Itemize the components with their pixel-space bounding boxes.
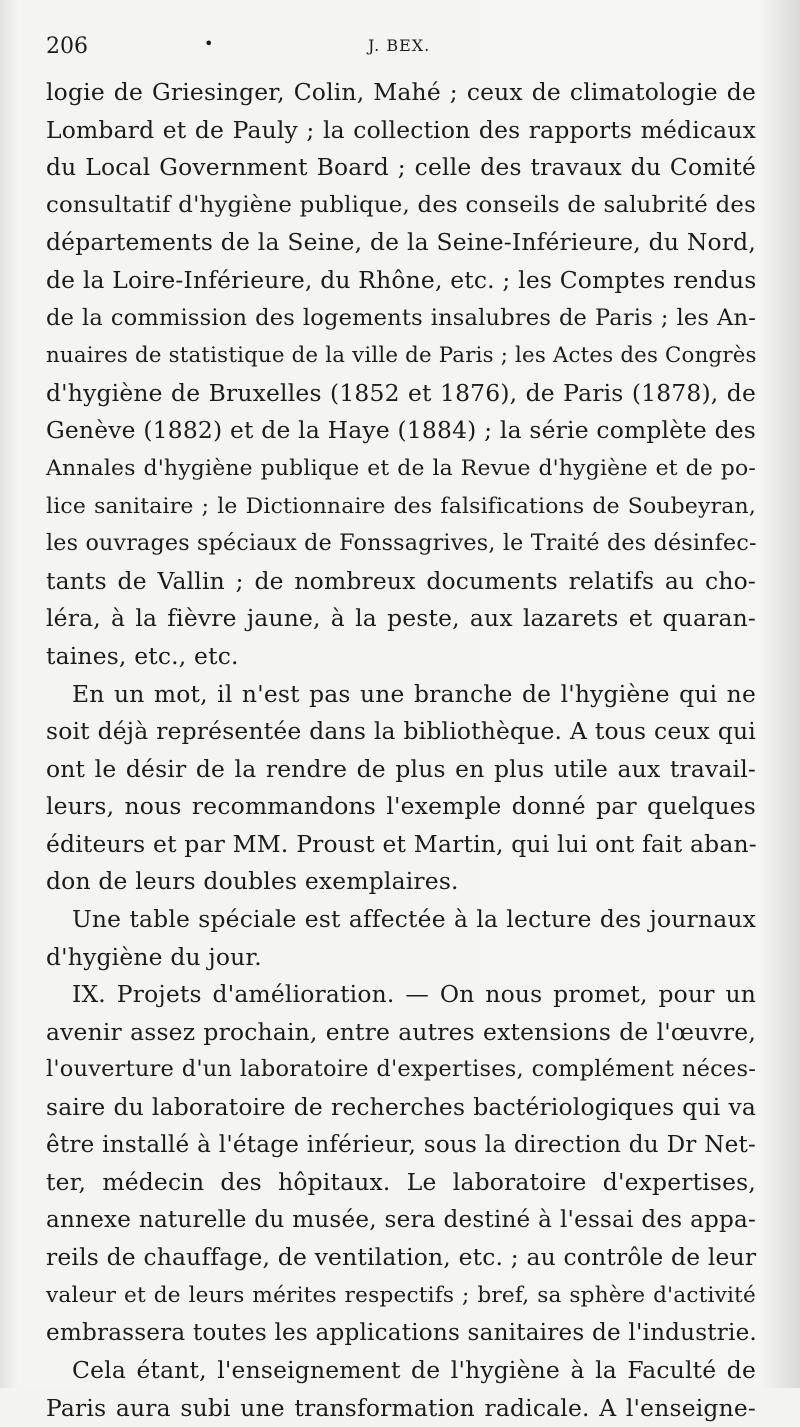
text-line: leurs, nous recommandons l'exemple donné par quelques <box>46 792 756 821</box>
text-line: Une table spéciale est affectée à la lecture des journaux <box>72 905 756 934</box>
text-line: Cela étant, l'enseignement de l'hygiène à la Faculté de <box>72 1356 756 1385</box>
text-line: Annales d'hygiène publique et de la Revue d'hygiène et de po- <box>46 455 756 481</box>
text-line: don de leurs doubles exemplaires. <box>46 867 459 896</box>
text-line: d'hygiène du jour. <box>46 942 262 971</box>
text-line: taines, etc., etc. <box>46 641 239 670</box>
page-number: 206 <box>46 34 88 59</box>
text-line: avenir assez prochain, entre autres extensions de l'œuvre, <box>46 1017 756 1046</box>
text-line: embrassera toutes les applications sanitaires de l'industrie. <box>46 1319 757 1346</box>
text-line: valeur et de leurs mérites respectifs ; bref, sa sphère d'activité <box>46 1283 756 1308</box>
text-line: de la commission des logements insalubres de Paris ; les An- <box>46 304 756 331</box>
text-line: En un mot, il n'est pas une branche de l'hygiène qui ne <box>72 679 756 708</box>
text-line: nuaires de statistique de la ville de Paris ; les Actes des Congrès <box>46 343 757 369</box>
text-line: léra, à la fièvre jaune, à la peste, aux lazarets et quaran- <box>46 604 756 633</box>
text-line: lice sanitaire ; le Dictionnaire des falsifications de Soubeyran, <box>46 493 756 519</box>
text-line: Lombard et de Pauly ; la collection des rapports médicaux <box>46 115 756 144</box>
text-line: soit déjà représentée dans la bibliothèque. A tous ceux qui <box>46 717 756 746</box>
text-line: éditeurs et par MM. Proust et Martin, qui lui ont fait aban- <box>46 829 757 858</box>
text-line: IX. Projets d'amélioration. — On nous promet, pour un <box>72 980 756 1009</box>
page-header <box>46 34 766 64</box>
text-line: tants de Vallin ; de nombreux documents relatifs au cho- <box>46 566 756 595</box>
body-text <box>46 74 756 1427</box>
text-line: d'hygiène de Bruxelles (1852 et 1876), de Paris (1878), de <box>46 378 756 407</box>
text-line: saire du laboratoire de recherches bactériologiques qui va <box>46 1093 756 1122</box>
text-line: départements de la Seine, de la Seine-Inférieure, du Nord, <box>46 228 756 257</box>
text-line: Genève (1882) et de la Haye (1884) ; la série complète des <box>46 416 756 445</box>
running-head: J. BEX. <box>368 36 431 55</box>
text-line: annexe naturelle du musée, sera destiné à l'essai des appa- <box>46 1206 756 1233</box>
text-line: ter, médecin des hôpitaux. Le laboratoire d'expertises, <box>46 1168 756 1197</box>
text-line: être installé à l'étage inférieur, sous la direction du Dr Net- <box>46 1131 756 1158</box>
text-line: Paris aura subi une transformation radicale. A l'enseigne- <box>46 1393 756 1422</box>
text-line: de la Loire-Inférieure, du Rhône, etc. ; les Comptes rendus <box>46 265 757 294</box>
text-line: du Local Government Board ; celle des travaux du Comité <box>46 153 756 182</box>
text-line: reils de chauffage, de ventilation, etc. ; au contrôle de leur <box>46 1243 757 1272</box>
text-line: logie de Griesinger, Colin, Mahé ; ceux de climatologie de <box>46 78 756 106</box>
text-line: les ouvrages spéciaux de Fonssagrives, le Traité des désinfec- <box>46 530 757 557</box>
text-line: ont le désir de la rendre de plus en plus utile aux travail- <box>46 754 756 783</box>
text-line: consultatif d'hygiène publique, des conseils de salubrité des <box>46 191 756 218</box>
text-line: l'ouverture d'un laboratoire d'expertises, complément néces- <box>46 1056 756 1083</box>
header-ornament: • <box>204 34 214 53</box>
